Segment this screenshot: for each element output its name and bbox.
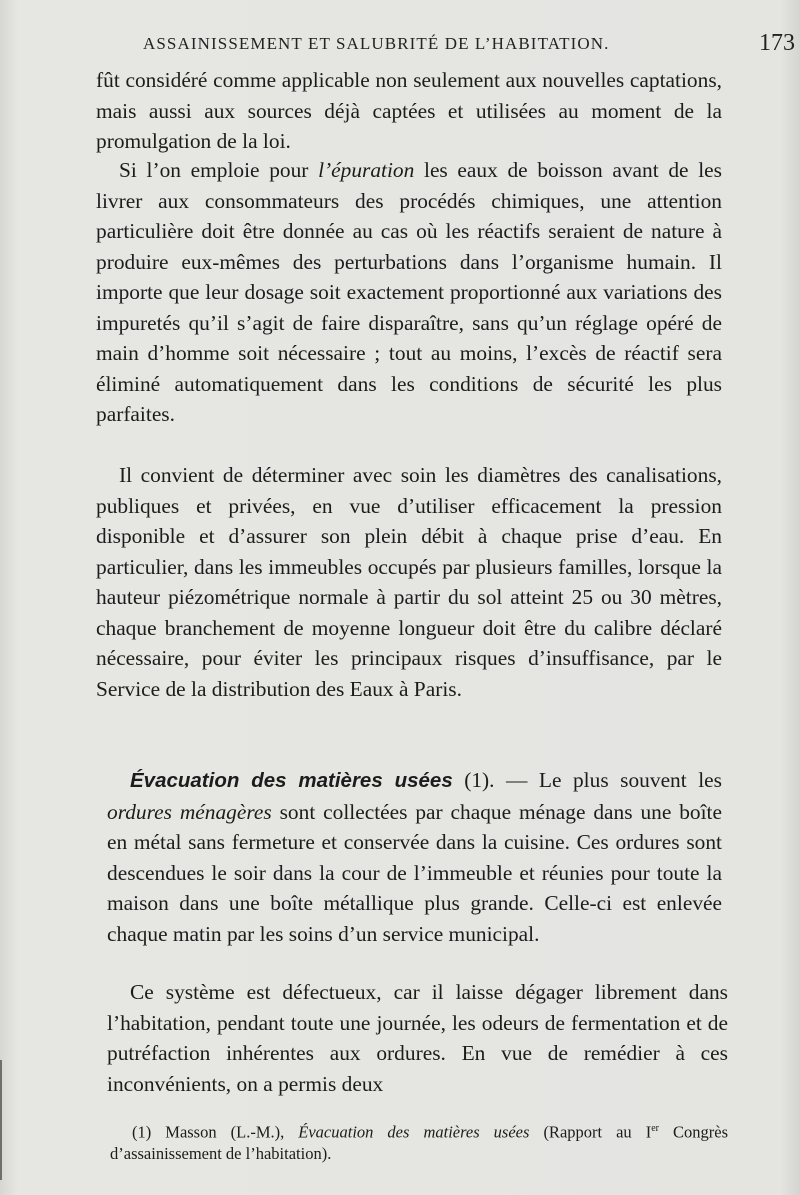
scan-edge-line	[0, 1060, 2, 1180]
paragraph-4	[107, 765, 722, 949]
paragraph-2-text-end: les eaux de boisson avant de les livrer aux consommateurs des procédés chimiques, une attention particulière doit être donnée au cas où les réactifs seraient de nature à produire eux-mêmes des perturbations dans l’organisme humain. Il importe que leur dosage soit exactement proportionné aux variations des impuretés qu’il s’agit de faire disparaître, sans qu’un réglage opéré de main d’homme soit nécessaire ; tout au moins, l’excès de réactif sera éliminé automatiquement dans les conditions de sécurité les plus parfaites.	[96, 158, 722, 426]
paragraph-4-text-start: Le plus souvent les	[538, 768, 722, 792]
footnote-author: Masson (L.-M.),	[151, 1122, 299, 1142]
paragraph-5: Ce système est défectueux, car il laisse dégager librement dans l’habitation, pendant toute une journée, les odeurs de fermentation et de putréfaction inhérentes aux ordures. En vue de remédier à ces inconvénients, on a permis deux	[107, 980, 728, 1096]
footnote-reference: (1). —	[452, 768, 539, 792]
page-number: 173	[759, 30, 795, 56]
paragraph-1: fût considéré comme applicable non seulement aux nouvelles captations, mais aussi aux sources déjà captées et utilisées au moment de la promulgation de la loi.	[96, 68, 722, 153]
footnote	[110, 1118, 728, 1164]
footnote-ordinal: I	[645, 1122, 652, 1142]
paragraph-2-emphasis: l’épuration	[318, 158, 415, 182]
header-title: ASSAINISSEMENT ET SALUBRITÉ DE L’HABITATION.	[143, 34, 610, 53]
paragraph-4-emphasis: ordures ménagères	[107, 799, 272, 824]
section-title: Évacuation des matières usées	[130, 769, 453, 792]
footnote-end: Congrès d’assainissement de l’habitation).	[110, 1122, 729, 1163]
paragraph-2	[96, 155, 722, 430]
paragraph-3: Il convient de déterminer avec soin les diamètres des canalisations, publiques et privées, en vue d’utiliser efficacement la pression disponible et d’assurer son plein débit à chaque prise d’eau. En particulier, dans les immeubles occupés par plusieurs familles, lorsque la hauteur piézométrique normale à partir du sol atteint 25 ou 30 mètres, chaque branchement de moyenne longueur doit être du calibre déclaré nécessaire, pour éviter les principaux risques d’insuffisance, par le Service de la distribution des Eaux à Paris.	[96, 463, 722, 701]
paragraph-2-text-start: Si l’on emploie pour	[119, 158, 319, 182]
running-header	[143, 30, 798, 58]
footnote-marker: (1)	[132, 1122, 152, 1142]
footnote-title: Évacuation des matières usées	[298, 1122, 530, 1142]
paragraph-4-text-end: sont collectées par chaque ménage dans une boîte en métal sans fermeture et conservée dans la cuisine. Ces ordures sont descendues le soir dans la cour de l’immeuble et réunies pour toute la maison dans une boîte métallique plus grande. Celle-ci est enlevée chaque matin par les soins d’un service municipal.	[107, 799, 722, 946]
footnote-rest: (Rapport au	[529, 1122, 646, 1142]
footnote-ordinal-sup: er	[651, 1123, 659, 1134]
